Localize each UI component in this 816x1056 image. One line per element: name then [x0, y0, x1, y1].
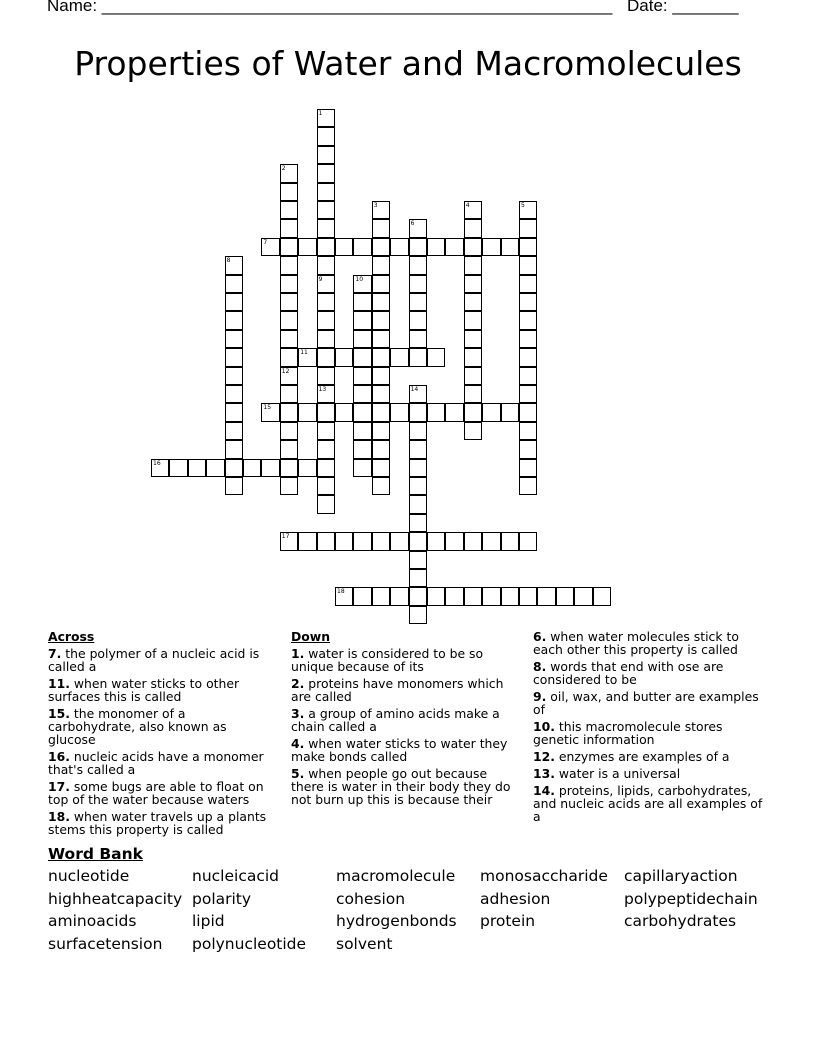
crossword-cell[interactable]	[317, 477, 335, 495]
crossword-cell[interactable]	[427, 348, 445, 366]
crossword-cell[interactable]	[317, 146, 335, 164]
crossword-cell[interactable]	[372, 440, 390, 458]
crossword-cell[interactable]	[335, 348, 353, 366]
crossword-cell[interactable]	[501, 238, 519, 256]
crossword-cell[interactable]	[317, 238, 335, 256]
clue-number: 8	[226, 257, 231, 265]
crossword-cell[interactable]	[225, 311, 243, 329]
crossword-cell[interactable]	[317, 532, 335, 550]
crossword-cell[interactable]	[225, 348, 243, 366]
clue-number: 13	[318, 386, 327, 393]
word-bank-item: polynucleotide	[192, 935, 307, 954]
crossword-cell[interactable]	[409, 514, 427, 532]
clue-item	[533, 767, 768, 780]
word-bank-item: nucleotide	[48, 867, 130, 885]
crossword-cell[interactable]	[188, 459, 206, 477]
across-heading: Across	[48, 629, 95, 644]
crossword-cell[interactable]	[335, 238, 353, 256]
crossword-cell[interactable]	[409, 348, 427, 366]
crossword-cell[interactable]	[353, 367, 371, 385]
clue-number-label: 2.	[291, 676, 305, 691]
down-list-continued	[533, 630, 768, 823]
clue-item	[48, 647, 273, 673]
crossword-cell[interactable]	[317, 495, 335, 513]
crossword-cell[interactable]	[372, 219, 390, 237]
crossword-cell[interactable]	[225, 422, 243, 440]
crossword-cell[interactable]	[519, 219, 537, 237]
crossword-cell[interactable]	[427, 587, 445, 605]
word-bank-item: monosaccharide	[480, 867, 608, 885]
crossword-cell[interactable]	[409, 330, 427, 348]
crossword-cell[interactable]	[317, 348, 335, 366]
clue-item	[48, 750, 273, 776]
crossword-cell[interactable]	[280, 201, 298, 219]
crossword-cell[interactable]	[390, 238, 408, 256]
crossword-cell[interactable]	[519, 256, 537, 274]
crossword-cell[interactable]	[372, 422, 390, 440]
clue-number-label: 8.	[533, 659, 547, 674]
crossword-cell[interactable]	[335, 403, 353, 421]
word-bank-item: polarity	[192, 889, 252, 908]
crossword-cell[interactable]	[427, 403, 445, 421]
crossword-cell[interactable]	[280, 238, 298, 256]
crossword-cell[interactable]	[593, 587, 611, 605]
crossword-cell[interactable]	[243, 459, 261, 477]
clue-number-label: 15.	[48, 706, 70, 721]
crossword-cell[interactable]	[501, 587, 519, 605]
crossword-cell[interactable]	[372, 367, 390, 385]
crossword-cell[interactable]	[427, 238, 445, 256]
crossword-cell[interactable]	[225, 403, 243, 421]
crossword-cell[interactable]	[317, 293, 335, 311]
down-heading: Down	[291, 629, 331, 644]
crossword-cell[interactable]	[353, 330, 371, 348]
crossword-cell[interactable]	[317, 183, 335, 201]
clue-item	[48, 707, 273, 746]
crossword-cell[interactable]	[225, 293, 243, 311]
crossword-cell[interactable]	[464, 238, 482, 256]
crossword-cell[interactable]	[317, 440, 335, 458]
clue-text: a group of amino acids make a chain called a	[291, 706, 500, 734]
clue-number-label: 18.	[48, 809, 70, 824]
word-bank-item: carbohydrates	[624, 912, 737, 931]
crossword-cell[interactable]	[280, 311, 298, 329]
clue-number-label: 17.	[48, 779, 70, 794]
crossword-cell[interactable]	[482, 587, 500, 605]
clue-item	[533, 720, 768, 746]
crossword-cell[interactable]	[317, 201, 335, 219]
crossword-cell[interactable]	[445, 238, 463, 256]
crossword-cell[interactable]	[519, 330, 537, 348]
crossword-cell[interactable]	[335, 532, 353, 550]
crossword-cell[interactable]	[298, 459, 316, 477]
crossword-cell[interactable]	[482, 238, 500, 256]
crossword-cell[interactable]	[317, 422, 335, 440]
clue-number-label: 14.	[533, 783, 555, 798]
clue-text: proteins, lipids, carbohydrates, and nucleic acids are all examples of a	[533, 783, 763, 824]
crossword-cell[interactable]	[317, 164, 335, 182]
crossword-cell[interactable]	[464, 293, 482, 311]
crossword-cell[interactable]	[464, 422, 482, 440]
crossword-cell[interactable]	[206, 459, 224, 477]
clue-number: 1	[318, 110, 323, 117]
crossword-cell[interactable]	[317, 127, 335, 145]
crossword-cell[interactable]	[353, 311, 371, 329]
crossword-cell[interactable]	[317, 403, 335, 421]
crossword-cell[interactable]	[464, 385, 482, 403]
crossword-cell[interactable]	[372, 587, 390, 605]
down-clues-col2	[533, 630, 768, 827]
clue-text: when water travels up a plants stems this property is called	[48, 809, 267, 837]
clue-text: water is a universal	[558, 766, 681, 781]
crossword-cell[interactable]	[280, 440, 298, 458]
clue-number-label: 13.	[533, 766, 555, 781]
crossword-cell[interactable]	[225, 440, 243, 458]
clue-text: water is considered to be so unique because of its	[291, 646, 484, 674]
crossword-cell[interactable]	[519, 477, 537, 495]
down-list	[291, 647, 516, 806]
crossword-cell[interactable]	[409, 311, 427, 329]
crossword-cell[interactable]	[519, 532, 537, 550]
crossword-cell[interactable]	[353, 403, 371, 421]
crossword-cell[interactable]	[574, 587, 592, 605]
word-bank-item: protein	[480, 912, 536, 931]
word-bank-item: aminoacids	[48, 912, 137, 931]
clue-number-label: 16.	[48, 749, 70, 764]
crossword-cell[interactable]	[280, 219, 298, 237]
crossword-cell[interactable]	[519, 238, 537, 256]
clue-item	[533, 750, 768, 763]
clue-number: 7	[263, 238, 268, 246]
clue-number: 12	[281, 367, 290, 375]
crossword-cell[interactable]	[353, 348, 371, 366]
clue-item	[533, 630, 768, 656]
crossword-cell[interactable]	[464, 256, 482, 274]
page-title: Properties of Water and Macromolecules	[74, 44, 742, 83]
crossword-cell[interactable]	[372, 238, 390, 256]
word-bank-item: cohesion	[336, 889, 406, 908]
crossword-cell[interactable]	[225, 330, 243, 348]
crossword-cell[interactable]	[409, 440, 427, 458]
crossword-cell[interactable]	[280, 330, 298, 348]
crossword-cell[interactable]	[372, 385, 390, 403]
crossword-cell[interactable]	[317, 256, 335, 274]
crossword-cell[interactable]	[353, 459, 371, 477]
crossword-cell[interactable]	[317, 330, 335, 348]
clue-number: 9	[318, 275, 323, 283]
clue-item	[291, 707, 516, 733]
word-bank-item: surfacetension	[48, 935, 163, 954]
clue-text: this macromolecule stores genetic information	[533, 719, 723, 747]
crossword-cell[interactable]	[409, 477, 427, 495]
crossword-cell[interactable]	[464, 403, 482, 421]
crossword-cell[interactable]	[409, 587, 427, 605]
crossword-cell[interactable]	[427, 532, 445, 550]
crossword-cell[interactable]	[317, 367, 335, 385]
crossword-cell[interactable]	[409, 293, 427, 311]
clue-number-label: 7.	[48, 646, 62, 661]
crossword-cell[interactable]	[225, 367, 243, 385]
crossword-cell[interactable]	[409, 256, 427, 274]
clue-number: 16	[153, 459, 161, 467]
word-bank-item: polypeptidechain	[624, 889, 758, 908]
crossword-cell[interactable]	[519, 275, 537, 293]
crossword-cell[interactable]	[280, 275, 298, 293]
clue-number: 5	[521, 202, 525, 209]
crossword-cell[interactable]	[372, 403, 390, 421]
crossword-cell[interactable]	[390, 587, 408, 605]
crossword-cell[interactable]	[519, 422, 537, 440]
crossword-cell[interactable]	[280, 385, 298, 403]
crossword-cell[interactable]	[317, 459, 335, 477]
clue-number: 4	[465, 202, 470, 209]
crossword-cell[interactable]	[280, 256, 298, 274]
word-bank-item: macromolecule	[336, 867, 456, 885]
crossword-cell[interactable]	[280, 477, 298, 495]
crossword-cell[interactable]	[445, 587, 463, 605]
across-list	[48, 647, 273, 836]
word-bank-item: highheatcapacity	[48, 889, 183, 908]
crossword-cell[interactable]	[353, 238, 371, 256]
clue-item	[291, 647, 516, 673]
clue-number: 18	[337, 588, 345, 596]
crossword-cell[interactable]	[409, 403, 427, 421]
clue-item	[533, 690, 768, 716]
crossword-cell[interactable]	[280, 422, 298, 440]
clue-number-label: 4.	[291, 736, 305, 751]
crossword-cell[interactable]	[372, 477, 390, 495]
word-bank-item: capillaryaction	[624, 867, 738, 885]
crossword-cell[interactable]	[537, 587, 555, 605]
clue-number-label: 9.	[533, 689, 547, 704]
crossword-cell[interactable]	[317, 219, 335, 237]
clue-number: 15	[263, 404, 272, 412]
clue-text: the monomer of a carbohydrate, also known as glucose	[48, 706, 227, 747]
crossword-cell[interactable]	[353, 532, 371, 550]
crossword-cell[interactable]	[298, 532, 316, 550]
name-field[interactable]: Name: ______________________________________________________	[47, 0, 613, 15]
crossword-cell[interactable]	[372, 532, 390, 550]
crossword-cell[interactable]	[390, 348, 408, 366]
crossword-cell[interactable]	[519, 385, 537, 403]
clue-item	[291, 767, 516, 806]
crossword-cell[interactable]	[519, 293, 537, 311]
crossword-cell[interactable]	[280, 348, 298, 366]
crossword-cell[interactable]	[372, 256, 390, 274]
crossword-cell[interactable]	[225, 459, 243, 477]
crossword-cell[interactable]	[445, 532, 463, 550]
crossword-cell[interactable]	[353, 422, 371, 440]
clue-text: when water sticks to water they make bonds called	[291, 736, 508, 764]
clue-text: words that end with ose are considered to be	[533, 659, 724, 687]
crossword-cell[interactable]	[372, 293, 390, 311]
crossword-cell[interactable]	[556, 587, 574, 605]
word-bank-item: hydrogenbonds	[336, 912, 457, 931]
clue-text: when water sticks to other surfaces this is called	[48, 676, 240, 704]
clue-number: 2	[281, 165, 286, 173]
crossword-cell[interactable]	[519, 587, 537, 605]
crossword-cell[interactable]	[372, 275, 390, 293]
crossword-cell[interactable]	[464, 367, 482, 385]
crossword-cell[interactable]	[482, 532, 500, 550]
clue-number: 3	[373, 202, 378, 209]
word-bank-item: solvent	[336, 935, 393, 954]
crossword-cell[interactable]	[464, 532, 482, 550]
clue-item	[533, 660, 768, 686]
clue-text: proteins have monomers which are called	[291, 676, 504, 704]
crossword-cell[interactable]	[409, 551, 427, 569]
crossword-cell[interactable]	[464, 587, 482, 605]
crossword-cell[interactable]	[390, 403, 408, 421]
crossword-cell[interactable]	[225, 477, 243, 495]
crossword-cell[interactable]	[372, 459, 390, 477]
crossword-cell[interactable]	[409, 238, 427, 256]
crossword-cell[interactable]	[372, 330, 390, 348]
crossword-cell[interactable]	[353, 293, 371, 311]
clue-item	[291, 737, 516, 763]
crossword-cell[interactable]	[353, 385, 371, 403]
crossword-cell[interactable]	[280, 459, 298, 477]
crossword-cell[interactable]	[519, 403, 537, 421]
clue-text: when people go out because there is water in their body they do not burn up this is because their	[291, 766, 511, 807]
crossword-cell[interactable]	[225, 385, 243, 403]
clue-number: 10	[355, 275, 364, 283]
crossword-cell[interactable]	[372, 311, 390, 329]
crossword-cell[interactable]	[519, 348, 537, 366]
crossword-cell[interactable]	[225, 275, 243, 293]
crossword-cell[interactable]	[280, 293, 298, 311]
crossword-cell[interactable]	[298, 403, 316, 421]
clue-item	[48, 677, 273, 703]
clue-number-label: 12.	[533, 749, 555, 764]
crossword-cell[interactable]	[409, 495, 427, 513]
clue-number: 6	[410, 220, 415, 228]
clue-item	[533, 784, 768, 823]
crossword-cell[interactable]	[445, 403, 463, 421]
crossword-cell[interactable]	[261, 459, 279, 477]
clue-number: 14	[410, 386, 419, 393]
clue-number-label: 3.	[291, 706, 305, 721]
crossword-cell[interactable]	[519, 440, 537, 458]
word-bank-item: adhesion	[480, 889, 551, 908]
clue-number-label: 10.	[533, 719, 555, 734]
crossword-cell[interactable]	[501, 532, 519, 550]
crossword-cell[interactable]	[280, 403, 298, 421]
crossword-cell[interactable]	[409, 569, 427, 587]
crossword-cell[interactable]	[519, 367, 537, 385]
crossword-cell[interactable]	[409, 606, 427, 624]
across-clues	[48, 630, 273, 840]
clue-number-label: 6.	[533, 629, 547, 644]
clue-text: when water molecules stick to each other this property is called	[533, 629, 739, 657]
crossword-cell[interactable]	[464, 275, 482, 293]
down-clues-col1	[291, 630, 516, 810]
crossword-cell[interactable]	[464, 219, 482, 237]
clue-item	[291, 677, 516, 703]
word-bank-item: nucleicacid	[192, 867, 280, 885]
clue-number-label: 5.	[291, 766, 305, 781]
crossword-cell[interactable]	[409, 532, 427, 550]
clue-text: some bugs are able to float on top of the water because waters	[48, 779, 264, 807]
crossword-cell[interactable]	[169, 459, 187, 477]
clue-number: 11	[300, 349, 308, 357]
crossword-cell[interactable]	[519, 311, 537, 329]
crossword-cell[interactable]	[409, 275, 427, 293]
crossword-cell[interactable]	[409, 422, 427, 440]
clue-number-label: 11.	[48, 676, 70, 691]
crossword-cell[interactable]	[390, 532, 408, 550]
crossword-cell[interactable]	[464, 330, 482, 348]
crossword-cell[interactable]	[482, 403, 500, 421]
date-field[interactable]: Date: _______	[627, 0, 739, 15]
clue-text: nucleic acids have a monomer that's called a	[48, 749, 264, 777]
clue-text: enzymes are examples of a	[558, 749, 730, 764]
clue-item	[48, 810, 273, 836]
crossword-cell[interactable]	[409, 459, 427, 477]
crossword-cell[interactable]	[519, 459, 537, 477]
crossword-cell[interactable]	[464, 348, 482, 366]
crossword-cell[interactable]	[464, 311, 482, 329]
clue-item	[48, 780, 273, 806]
crossword-cell[interactable]	[353, 587, 371, 605]
crossword-cell[interactable]	[280, 183, 298, 201]
clue-number-label: 1.	[291, 646, 305, 661]
crossword-cell[interactable]	[298, 238, 316, 256]
crossword-cell[interactable]	[317, 311, 335, 329]
clue-text: the polymer of a nucleic acid is called a	[48, 646, 260, 674]
word-bank-title: Word Bank	[48, 845, 143, 863]
crossword-cell[interactable]	[501, 403, 519, 421]
crossword-cell[interactable]	[353, 440, 371, 458]
clue-number: 17	[281, 533, 290, 541]
crossword-cell[interactable]	[372, 348, 390, 366]
clue-text: oil, wax, and butter are examples of	[533, 689, 759, 717]
word-bank-item: lipid	[192, 912, 225, 931]
